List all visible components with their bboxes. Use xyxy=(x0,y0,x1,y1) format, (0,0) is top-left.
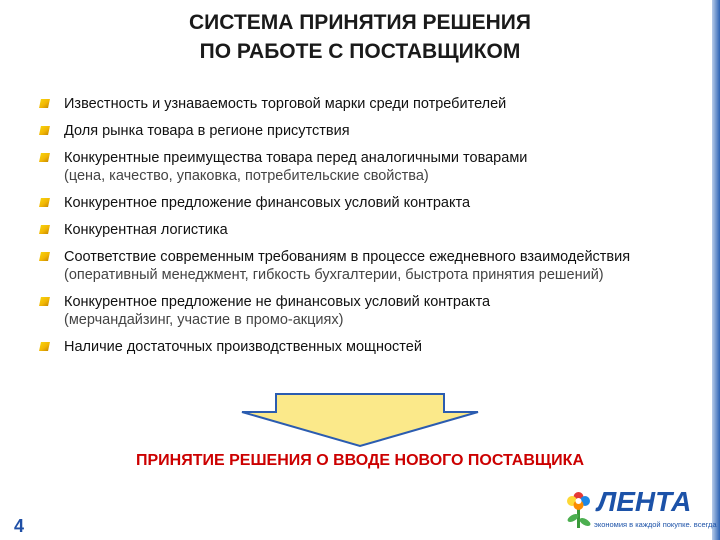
list-item-subtext: (оперативный менеджмент, гибкость бухгалтерии, быстрота принятия решений) xyxy=(64,267,604,283)
list-item xyxy=(40,248,680,284)
list-item xyxy=(40,194,680,212)
slide-title xyxy=(0,8,720,66)
page-number: 4 xyxy=(14,516,25,536)
lenta-logo xyxy=(564,486,717,532)
logo-wordmark: ЛЕНТА xyxy=(597,486,692,517)
list-item-subtext: (цена, качество, упаковка, потребительские свойства) xyxy=(64,168,429,184)
bullet-icon xyxy=(39,252,50,261)
bullet-icon xyxy=(39,198,50,207)
list-item-text: Соответствие современным требованиям в процессе ежедневного взаимодействия xyxy=(64,249,631,265)
slide-title-line2: ПО РАБОТЕ С ПОСТАВЩИКОМ xyxy=(199,40,521,63)
slide-title-line1: СИСТЕМА ПРИНЯТИЯ РЕШЕНИЯ xyxy=(188,11,531,34)
criteria-list xyxy=(40,95,680,356)
list-item xyxy=(40,221,680,239)
list-item-text: Конкурентные преимущества товара перед аналогичными товарами xyxy=(64,150,528,166)
list-item-text: Конкурентная логистика xyxy=(64,222,228,238)
bullet-icon xyxy=(39,126,50,135)
list-item xyxy=(40,149,680,185)
list-item xyxy=(40,122,680,140)
decision-text: ПРИНЯТИЕ РЕШЕНИЯ О ВВОДЕ НОВОГО ПОСТАВЩИКА xyxy=(135,452,584,469)
bullet-icon xyxy=(39,342,50,351)
list-item-text: Наличие достаточных производственных мощностей xyxy=(64,339,422,355)
bullet-icon xyxy=(39,297,50,306)
list-item-text: Доля рынка товара в регионе присутствия xyxy=(64,123,350,139)
logo-tagline: экономия в каждой покупке. всегда xyxy=(594,520,717,529)
list-item-subtext: (мерчандайзинг, участие в промо-акциях) xyxy=(64,312,344,328)
list-item xyxy=(40,293,680,329)
list-item-text: Известность и узнаваемость торговой марки среди потребителей xyxy=(64,96,507,112)
flower-icon xyxy=(564,488,594,532)
down-arrow-icon xyxy=(240,392,480,448)
bullet-icon xyxy=(39,153,50,162)
list-item xyxy=(40,95,680,113)
bullet-icon xyxy=(39,99,50,108)
bullet-icon xyxy=(39,225,50,234)
list-item-text: Конкурентное предложение не финансовых условий контракта xyxy=(64,294,491,310)
list-item-text: Конкурентное предложение финансовых условий контракта xyxy=(64,195,471,211)
list-item xyxy=(40,338,680,356)
